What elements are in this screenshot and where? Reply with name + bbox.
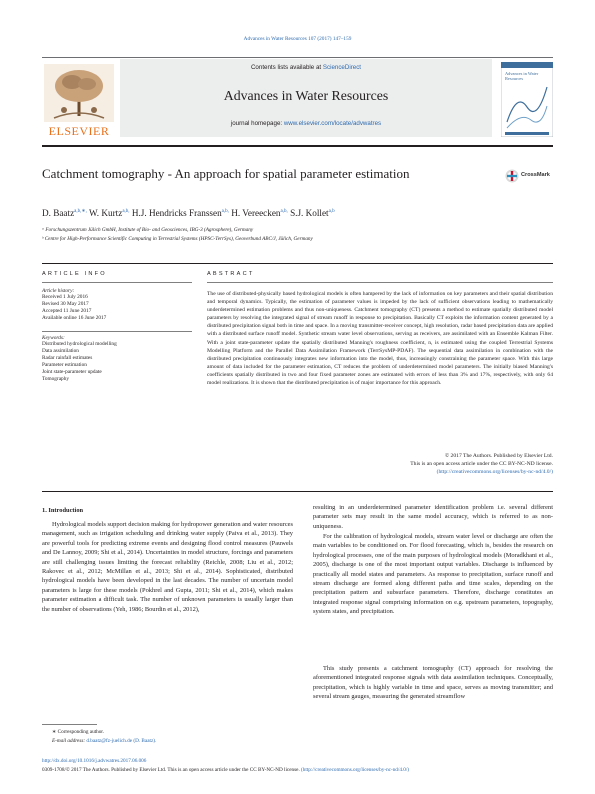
author-name[interactable]: H. Vereecken	[231, 208, 281, 219]
email-label: E-mail address:	[52, 738, 87, 744]
cover-journal-title: Advances in Water Resources	[505, 71, 539, 81]
author-affiliation-marks[interactable]: a,b	[328, 209, 335, 214]
elsevier-wordmark: ELSEVIER	[48, 124, 110, 138]
issn-text: 0309-1708/© 2017 The Authors. Published by Elsevier Ltd. This is an open access article under the CC BY-NC-ND license.	[42, 767, 302, 773]
keyword-item: Radar rainfall estimates	[42, 355, 93, 361]
author-affiliation-marks[interactable]: a,b,	[280, 209, 288, 214]
masthead-top-rule	[42, 57, 553, 58]
abstract-license-link[interactable]: (http://creativecommons.org/licenses/by-nc-nd/4.0/)	[436, 469, 553, 475]
author-name[interactable]: H.J. Hendricks Franssen	[131, 208, 222, 219]
article-info-heading: ARTICLE INFO	[42, 271, 107, 277]
affiliation-a: ᵃ Forschungszentrum Jülich GmbH, Institute of Bio- and Geosciences, IBG-3 (Agrosphere), Germany	[42, 227, 254, 233]
contents-prefix: Contents lists available at	[250, 64, 323, 71]
keyword-item: Distributed hydrological modelling	[42, 341, 117, 347]
introduction-left-paragraph: Hydrological models support decision making for hydropower generation and water resources management, such as irrigation scheduling and drinking water supply (Paiva et al., 2013). They are powerful tools for predicting extreme events and designing flood control measures (Pauwels and De Lannoy, 2009; Shi et al., 2014). Uncertainties in model structure, forcings and parameters are still challenging issues limiting the forecast reliability (Reichle, 2008; Liu et al., 2012; Rakovec et al., 2012; McMillan et al., 2013; Shi et al., 2014). Sophisticated, distributed hydrological models have been developed in the last decades. The number of uncertain model parameters is large for these models (Pokhrel and Gupta, 2011; Shi et al., 2014), which makes parameter estimation a difficult task. The number of unknown parameters is usually larger than the number of observations (Yeh, 1986; Bourdin et al., 2012),	[42, 521, 293, 613]
issn-line	[42, 767, 553, 773]
affiliation-b: ᵇ Centre for High-Performance Scientific Computing in Terrestrial Systems (HPSC-TerrSys), Geoverbund ABC/J, Jülich, Germany	[42, 236, 313, 242]
keyword-item: Tomography	[42, 376, 69, 382]
journal-homepage-line	[120, 120, 492, 127]
history-item: Received 1 July 2016	[42, 294, 88, 300]
history-item: Revised 30 May 2017	[42, 301, 89, 307]
article-history-label: Article history:	[42, 288, 75, 294]
article-info-rule	[42, 282, 192, 283]
introduction-right-paragraph-2: For the calibration of hydrological models, stream water level or discharge are often the main variables to be conditioned on. For flood forecasting, which is, besides the research on hydrological processes, one of the main purposes of hydrological models (Moradkhani et al., 2005), discharge is one of the most important output variables. Discharge is influenced by practically all model states and parameters. As response to precipitation, surface runoff and stream discharge are formed along different paths and time scales, depending on the precipitation pattern and subsurface parameters. Therefore, discharge constitutes an integrated response signal comprising information on e.g. upstream parameters, topography, system states, and precipitation.	[313, 533, 553, 616]
author-name[interactable]: S.J. Kollet	[290, 208, 329, 219]
email-line	[52, 738, 156, 744]
introduction-right-paragraph-3: This study presents a catchment tomography (CT) approach for resolving the aforementioned integrated response signals with data assimilation techniques. Conceptually, precipitation, which is highly variable in time and space, serves as moving transmitter; and several stream gauges, measuring the generated streamflow	[313, 665, 553, 701]
doi-link[interactable]: http://dx.doi.org/10.1016/j.advwatres.2017.06.006	[42, 758, 147, 764]
crossmark-icon	[505, 169, 519, 183]
article-title: Catchment tomography - An approach for spatial parameter estimation	[42, 166, 410, 181]
crossmark-badge[interactable]	[505, 166, 553, 186]
author-name[interactable]: D. Baatz	[42, 208, 75, 219]
keyword-item: Data assimilation	[42, 348, 79, 354]
author-list	[42, 208, 552, 218]
author-name[interactable]: W. Kurtz	[88, 208, 123, 219]
crossmark-label: CrossMark	[521, 172, 550, 178]
elsevier-logo[interactable]	[42, 62, 116, 140]
keywords-block	[42, 335, 192, 383]
footer-license-link[interactable]: (http://creativecommons.org/licenses/by-nc-nd/4.0/)	[301, 767, 409, 773]
introduction-heading: 1. Introduction	[42, 507, 84, 514]
author-affiliation-marks[interactable]: a,b,	[122, 209, 130, 214]
front-matter-rule	[42, 263, 553, 264]
history-item: Available online 16 June 2017	[42, 315, 107, 321]
footnote-rule	[42, 724, 97, 725]
corresponding-author-note: ∗ Corresponding author.	[52, 729, 105, 735]
sciencedirect-link[interactable]: ScienceDirect	[322, 64, 362, 71]
author-affiliation-marks[interactable]: a,b,∗,	[74, 209, 87, 214]
journal-cover-thumbnail[interactable]	[501, 62, 553, 137]
keyword-item: Joint state-parameter update	[42, 369, 102, 375]
masthead-bottom-rule	[42, 145, 553, 147]
keywords-rule	[42, 331, 192, 332]
abstract-bottom-rule	[42, 491, 553, 492]
article-history-block	[42, 288, 192, 322]
journal-title[interactable]: Advances in Water Resources	[223, 88, 389, 103]
email-link[interactable]: d.baatz@fz-juelich.de (D. Baatz).	[86, 738, 157, 744]
keyword-item: Parameter estimation	[42, 362, 87, 368]
contents-line	[120, 64, 492, 71]
abstract-copyright: © 2017 The Authors. Published by Elsevier Ltd.	[444, 453, 553, 459]
running-header[interactable]: Advances in Water Resources 107 (2017) 147–159	[243, 36, 352, 42]
history-item: Accepted 11 June 2017	[42, 308, 92, 314]
keywords-label: Keywords:	[42, 335, 65, 341]
author-affiliation-marks[interactable]: a,b,	[221, 209, 229, 214]
abstract-license: This is an open access article under the CC BY-NC-ND license.	[410, 461, 553, 467]
introduction-right-paragraph-1: resulting in an underdetermined parameter identification problem i.e. several different parameter sets may result in the same model accuracy, which is referred to as non-uniqueness.	[313, 504, 553, 530]
homepage-prefix: journal homepage:	[230, 120, 284, 127]
journal-homepage-link[interactable]: www.elsevier.com/locate/advwatres	[283, 120, 382, 127]
abstract-text: The use of distributed-physically based hydrological models is often hampered by the lack of information on key parameters and their spatial distribution and temporal dynamics. Typically, the estimation of parameter values is impeded by the lack of sufficient observations leading to mathematically underdetermined estimation problems and thus non-uniqueness. Catchment tomography (CT) presents a method to estimate spatially distributed model parameters by resolving the integrated signal of stream runoff in response to precipitation. Basically CT exploits the information content generated by a distributed precipitation signal both in time and space. In a moving transmitter-receiver concept, high resolution, radar based precipitation data are applied with a distributed surface runoff model. Synthetic stream water level observations, serving as receivers, are assimilated with an Ensemble Kalman Filter. With a joint state-parameter update the spatially distributed Manning's roughness coefficient, n, is estimated using the coupled Terrestrial Systems Modelling Platform and the Parallel Data Assimilation Framework (TerrSysMP-PDAF). The sequential data assimilation in combination with the distributed precipitation continuously integrates new information into the model, thus, increasingly constraining the parameter space. With this large amount of data included for the parameter estimation, CT reduces the problem of underdetermined model parameters. The initially biased Manning's coefficients spatially distributed in two and four fixed parameter zones are estimated with errors of less than 3% and 17%, respectively, with only 64 model realizations. It is shown that the distributed precipitation is of major importance for this approach.	[207, 291, 553, 387]
abstract-rule	[207, 282, 553, 283]
abstract-heading: ABSTRACT	[207, 271, 255, 277]
